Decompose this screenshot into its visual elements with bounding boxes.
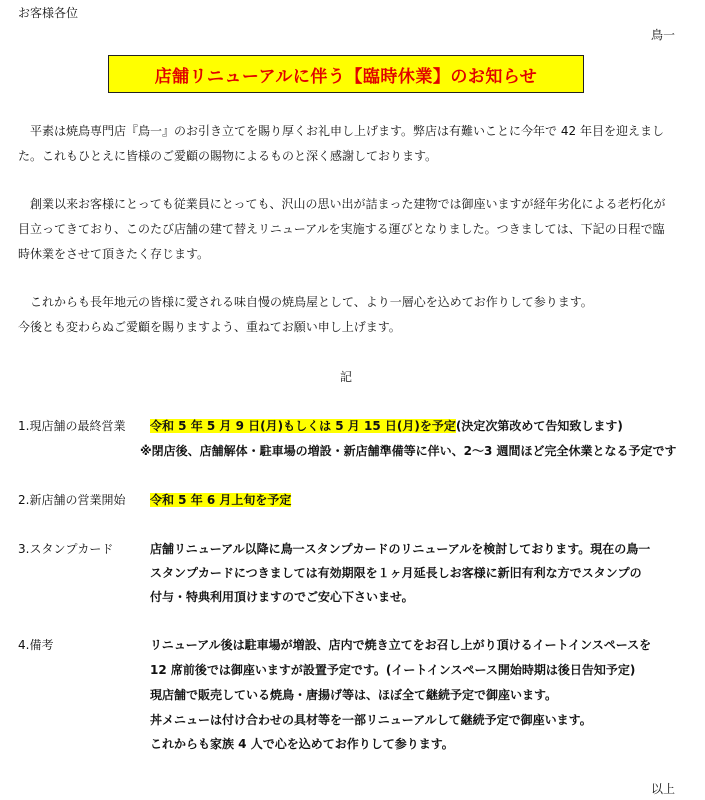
item-1-suffix: (決定次第改めて告知致します) <box>455 419 623 433</box>
recipient: お客様各位 <box>18 6 79 20</box>
paragraph-2-line-2: 目立ってきており、このたび店舗の建て替えリニューアルを実施する運びとなりました。つきましては、下記の日程で臨 <box>18 222 665 236</box>
item-4-label: 4.備考 <box>18 638 54 652</box>
paragraph-1-line-2: た。これもひとえに皆様のご愛顧の賜物によるものと深く感謝しております。 <box>18 149 438 163</box>
item-1-note: ※閉店後、店舗解体・駐車場の増設・新店舗準備等に伴い、2～3 週間ほど完全休業となる予定です <box>140 444 677 458</box>
ki-mark: 記 <box>340 370 353 384</box>
item-3-label: 3.スタンプカード <box>18 542 114 556</box>
paragraph-1-line-1: 平素は焼鳥専門店『鳥一』のお引き立てを賜り厚くお礼申し上げます。弊店は有難いことに今年で 42 年目を迎えまし <box>18 124 664 138</box>
item-4-line-1: リニューアル後は駐車場が増設、店内で焼き立てをお召し上がり頂けるイートインスペースを <box>150 638 652 652</box>
item-4-line-4: 丼メニューは付け合わせの具材等を一部リニューアルして継続予定で御座います。 <box>150 713 592 727</box>
item-1-highlight: 令和 5 年 5 月 9 日(月)もしくは 5 月 15 日(月)を予定 <box>150 419 456 433</box>
paragraph-3-line-1: これからも長年地元の皆様に愛される味自慢の焼鳥屋として、より一層心を込めてお作りして参ります。 <box>18 295 593 309</box>
item-4-line-2: 12 席前後では御座いますが設置予定です。(イートインスペース開始時期は後日告知予定) <box>150 663 636 677</box>
notice-title-box <box>108 55 584 93</box>
item-4-line-3: 現店舗で販売している焼鳥・唐揚げ等は、ほぼ全て継続予定で御座います。 <box>150 688 558 702</box>
item-2-detail <box>150 491 291 508</box>
item-1-label: 1.現店舗の最終営業 <box>18 419 126 433</box>
item-1-detail <box>150 417 623 434</box>
paragraph-3-line-2: 今後とも変わらぬご愛顧を賜りますよう、重ねてお願い申し上げます。 <box>18 320 401 334</box>
paragraph-2-line-1: 創業以来お客様にとっても従業員にとっても、沢山の思い出が詰まった建物では御座いますが経年劣化による老朽化が <box>18 197 666 211</box>
item-3-line-2: スタンプカードにつきましては有効期限を１ヶ月延長しお客様に新旧有利な方でスタンプの <box>150 566 642 580</box>
item-2-highlight: 令和 5 年 6 月上旬を予定 <box>150 493 292 507</box>
paragraph-2-line-3: 時休業をさせて頂きたく存じます。 <box>18 247 210 261</box>
item-3-line-1: 店舗リニューアル以降に鳥一スタンプカードのリニューアルを検討しております。現在の鳥一 <box>150 542 651 556</box>
notice-title: 店舗リニューアルに伴う【臨時休業】のお知らせ <box>154 66 538 87</box>
item-4-line-5: これからも家族 4 人で心を込めてお作りして参ります。 <box>150 737 454 751</box>
item-3-line-3: 付与・特典利用頂けますのでご安心下さいませ。 <box>150 590 414 604</box>
closing-mark: 以上 <box>650 782 675 796</box>
sender: 鳥一 <box>650 28 675 42</box>
item-2-label: 2.新店舗の営業開始 <box>18 493 126 507</box>
